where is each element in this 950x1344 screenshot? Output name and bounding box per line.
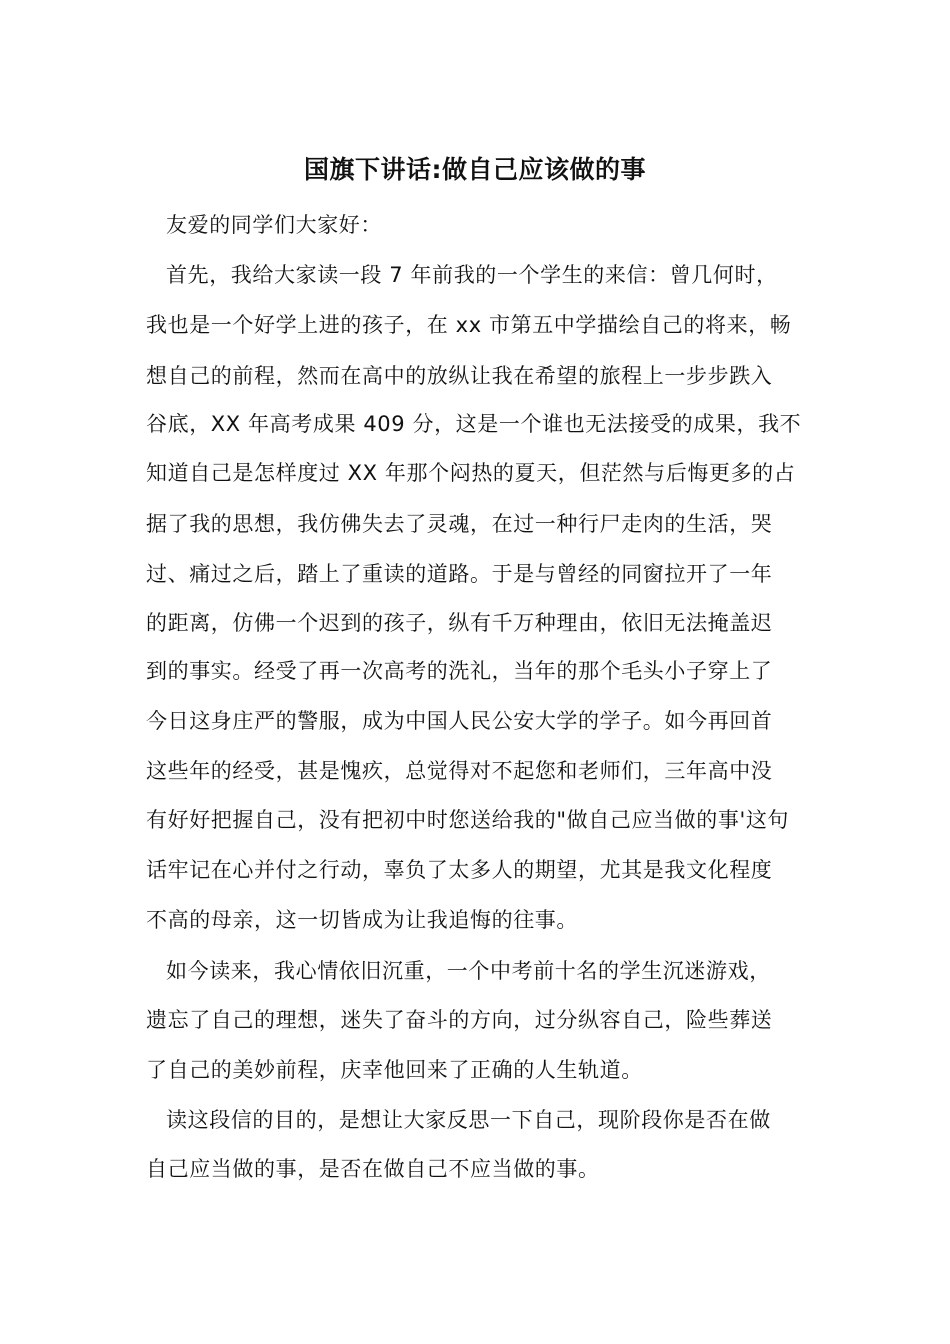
- body-line: 知道自己是怎样度过 XX 年那个闷热的夏天，但茫然与后悔更多的占: [146, 461, 796, 485]
- body-line: 我也是一个好学上进的孩子，在 xx 市第五中学描绘自己的将来，畅: [146, 313, 792, 337]
- body-line: 不高的母亲，这一切皆成为让我追悔的往事。: [146, 908, 578, 932]
- body-line: 遗忘了自己的理想，迷失了奋斗的方向，过分纵容自己，险些葬送: [146, 1008, 773, 1032]
- body-line: 今日这身庄严的警服，成为中国人民公安大学的学子。如今再回首: [146, 709, 773, 733]
- body-line: 读这段信的目的，是想让大家反思一下自己，现阶段你是否在做: [166, 1108, 771, 1132]
- body-line: 想自己的前程，然而在高中的放纵让我在希望的旅程上一步步跌入: [146, 364, 773, 388]
- body-line: 谷底，XX 年高考成果 409 分，这是一个谁也无法接受的成果，我不: [146, 412, 802, 436]
- body-line: 过、痛过之后，踏上了重读的道路。于是与曾经的同窗拉开了一年: [146, 562, 773, 586]
- body-line: 了自己的美妙前程，庆幸他回来了正确的人生轨道。: [146, 1058, 643, 1082]
- body-line: 有好好把握自己，没有把初中时您送给我的"做自己应当做的事'这句: [146, 808, 790, 832]
- body-line: 这些年的经受，甚是愧疚，总觉得对不起您和老师们，三年高中没: [146, 759, 773, 783]
- body-line: 首先，我给大家读一段 7 年前我的一个学生的来信：曾几何时，: [166, 263, 778, 287]
- body-line: 自己应当做的事，是否在做自己不应当做的事。: [146, 1157, 600, 1181]
- body-line: 到的事实。经受了再一次高考的洗礼，当年的那个毛头小子穿上了: [146, 659, 773, 683]
- body-line: 话牢记在心并付之行动，辜负了太多人的期望，尤其是我文化程度: [146, 858, 773, 882]
- document-title: 国旗下讲话:做自己应该做的事: [304, 155, 646, 184]
- body-line: 如今读来，我心情依旧沉重，一个中考前十名的学生沉迷游戏，: [166, 959, 771, 983]
- body-line: 据了我的思想，我仿佛失去了灵魂，在过一种行尸走肉的生活，哭: [146, 512, 773, 536]
- greeting-line: 友爱的同学们大家好：: [166, 213, 382, 237]
- body-line: 的距离，仿佛一个迟到的孩子，纵有千万种理由，依旧无法掩盖迟: [146, 611, 773, 635]
